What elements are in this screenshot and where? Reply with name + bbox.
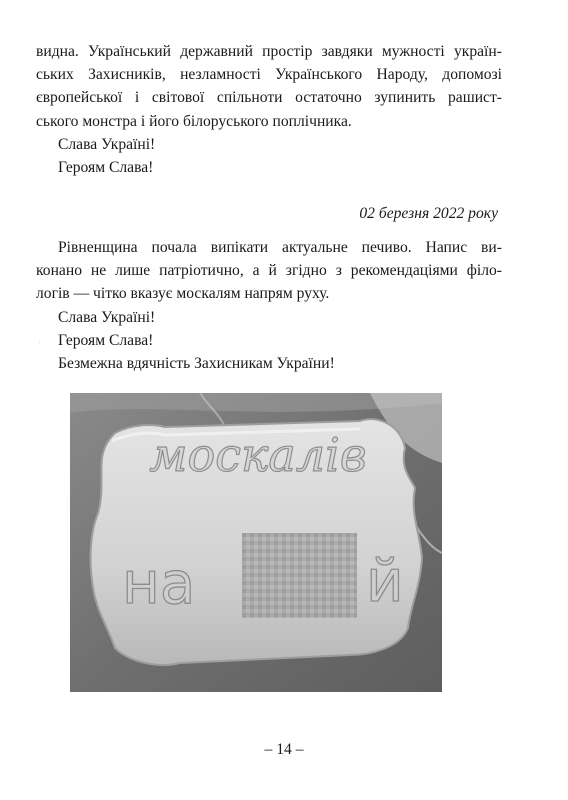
- word: остаточно: [295, 89, 362, 107]
- word: патріотично,: [159, 262, 244, 280]
- slogan-glory-heroes-2: Героям Слава!: [58, 331, 154, 349]
- word: печиво.: [361, 239, 412, 256]
- word: видна.: [36, 43, 79, 60]
- word: державний: [180, 43, 253, 60]
- word: Український: [88, 43, 171, 60]
- word: рекомендаціями: [350, 262, 458, 280]
- word: й: [268, 262, 277, 280]
- word: актуальне: [282, 239, 348, 256]
- cookie-word-top: москалів: [149, 428, 367, 482]
- word: згідно: [285, 262, 327, 280]
- word: конано: [36, 262, 82, 280]
- word: європейської: [36, 89, 123, 107]
- entry-date: 02 березня 2022 року: [359, 205, 498, 222]
- word: спільноти: [216, 89, 283, 107]
- paragraph-2-line-1: [36, 236, 502, 259]
- word: з: [335, 262, 342, 280]
- word: зупинить: [374, 89, 436, 107]
- word: філо-: [466, 262, 502, 280]
- word: рашист-: [447, 89, 502, 107]
- paragraph-2-line-3: логів — чітко вказує москалям напрям руху.: [36, 285, 330, 303]
- word: а: [252, 262, 260, 280]
- word: Напис: [425, 239, 468, 256]
- page-number: – 14 –: [264, 741, 304, 758]
- word: і: [134, 89, 140, 107]
- word: випікати: [210, 239, 269, 256]
- word: незламності: [180, 66, 261, 84]
- word: почала: [151, 239, 197, 256]
- word: ських: [36, 66, 74, 84]
- slogan-glory-ukraine-2: Слава Україні!: [58, 308, 156, 326]
- word: Рівненщина: [58, 239, 138, 256]
- cookie-photo-illustration: [70, 393, 442, 692]
- word: ви-: [481, 239, 502, 256]
- paragraph-1-line-1: [36, 40, 502, 63]
- slogan-glory-heroes: Героям Слава!: [58, 159, 154, 177]
- word: простір: [262, 43, 313, 60]
- paragraph-1-line-3: [36, 86, 502, 109]
- word: лише: [115, 262, 151, 280]
- cookie-word-right: й: [366, 547, 404, 615]
- word: завдяки: [321, 43, 373, 60]
- cookie-photo: [70, 393, 442, 692]
- word: мужності: [381, 43, 445, 60]
- paragraph-2: [36, 236, 502, 375]
- cookie-word-left: на: [122, 549, 196, 617]
- paragraph-2-line-2: [36, 259, 502, 282]
- word: світової: [151, 89, 205, 107]
- paragraph-1-line-2: [36, 63, 502, 86]
- scan-smudge: ·: [38, 338, 42, 349]
- paragraph-1: [36, 40, 502, 179]
- word: Захисників,: [88, 66, 166, 84]
- slogan-glory-ukraine: Слава Україні!: [58, 135, 156, 153]
- word: україн-: [453, 43, 502, 60]
- word: допомозі: [442, 66, 502, 84]
- slogan-gratitude: Безмежна вдячність Захисникам України!: [58, 355, 335, 373]
- word: Українського: [275, 66, 363, 84]
- word: Народу,: [376, 66, 428, 84]
- word: не: [90, 262, 107, 280]
- paragraph-1-line-4: ського монстра і його білоруського поплічника.: [36, 112, 352, 130]
